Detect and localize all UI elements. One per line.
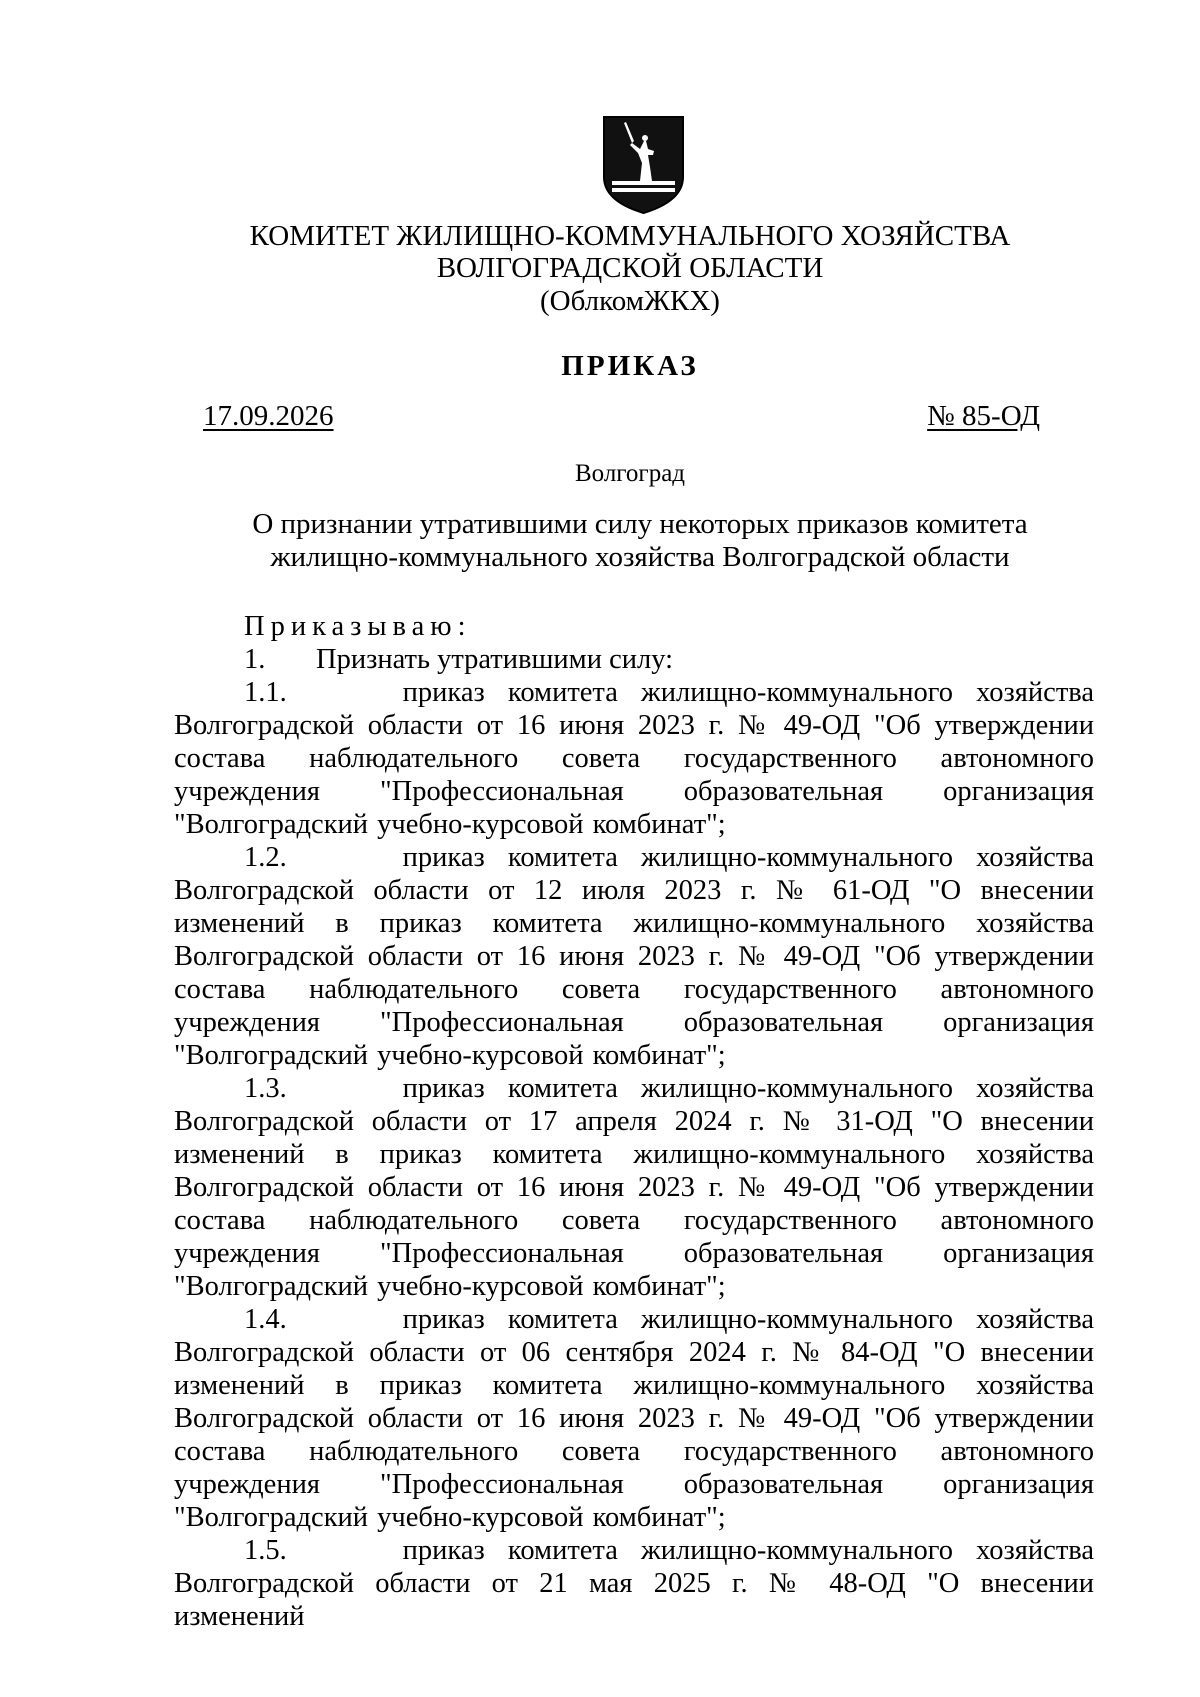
document-city: Волгоград [574, 460, 686, 487]
list-item [174, 1303, 1094, 1534]
org-name-line-2: ВОЛГОГРАДСКОЙ ОБЛАСТИ [436, 252, 824, 284]
item-number: 1.3. [244, 1073, 287, 1104]
item-number: 1.2. [244, 842, 287, 873]
document-date: 17.09.2026 [203, 400, 334, 432]
item-number: 1.1. [244, 677, 287, 708]
document-type: ПРИКАЗ [561, 350, 699, 382]
list-item [174, 1534, 1094, 1633]
list-item [174, 841, 1094, 1072]
item-text: Признать утратившими силу: [316, 644, 673, 675]
item-number: 1. [244, 644, 266, 675]
document-subject: О признании утратившими силу некоторых приказов комитета жилищно-коммунального хозяйства Волгоградской области [252, 508, 1028, 573]
org-short-name: (ОблкомЖКХ) [540, 285, 720, 317]
item-text: приказ комитета жилищно-коммунального хозяйства Волгоградской области от 06 сентября 2024 г. № 84-ОД "О внесении изменений в приказ комитета жилищно-коммунального хозяйства Волгоградской области от 16 июня 2023 г. № 49-ОД "Об утверждении состава наблюдательного совета государственного автономного учреждения "Профессиональная образовательная организация "Волгоградский учебно-курсовой комбинат"; [174, 1304, 1094, 1533]
list-item [174, 1072, 1094, 1303]
item-number: 1.5. [244, 1535, 287, 1566]
item-text: приказ комитета жилищно-коммунального хозяйства Волгоградской области от 16 июня 2023 г. № 49-ОД "Об утверждении состава наблюдательного совета государственного автономного учреждения "Профессиональная образовательная организация "Волгоградский учебно-курсовой комбинат"; [174, 677, 1094, 840]
coat-of-arms-icon [602, 115, 685, 215]
org-name-line-1: КОМИТЕТ ЖИЛИЩНО-КОММУНАЛЬНОГО ХОЗЯЙСТВА [249, 220, 1011, 252]
order-word: Приказываю: [244, 611, 472, 642]
list-item [174, 643, 1094, 676]
item-number: 1.4. [244, 1304, 287, 1335]
document-number: № 85-ОД [927, 400, 1040, 432]
item-text: приказ комитета жилищно-коммунального хозяйства Волгоградской области от 21 мая 2025 г. № 48-ОД "О внесении изменений [174, 1535, 1094, 1632]
list-item [174, 676, 1094, 841]
document-body [174, 610, 1094, 1633]
item-text: приказ комитета жилищно-коммунального хозяйства Волгоградской области от 12 июля 2023 г. № 61-ОД "О внесении изменений в приказ комитета жилищно-коммунального хозяйства Волгоградской области от 16 июня 2023 г. № 49-ОД "Об утверждении состава наблюдательного совета государственного автономного учреждения "Профессиональная образовательная организация "Волгоградский учебно-курсовой комбинат"; [174, 842, 1094, 1071]
item-text: приказ комитета жилищно-коммунального хозяйства Волгоградской области от 17 апреля 2024 г. № 31-ОД "О внесении изменений в приказ комитета жилищно-коммунального хозяйства Волгоградской области от 16 июня 2023 г. № 49-ОД "Об утверждении состава наблюдательного совета государственного автономного учреждения "Профессиональная образовательная организация "Волгоградский учебно-курсовой комбинат"; [174, 1073, 1094, 1302]
